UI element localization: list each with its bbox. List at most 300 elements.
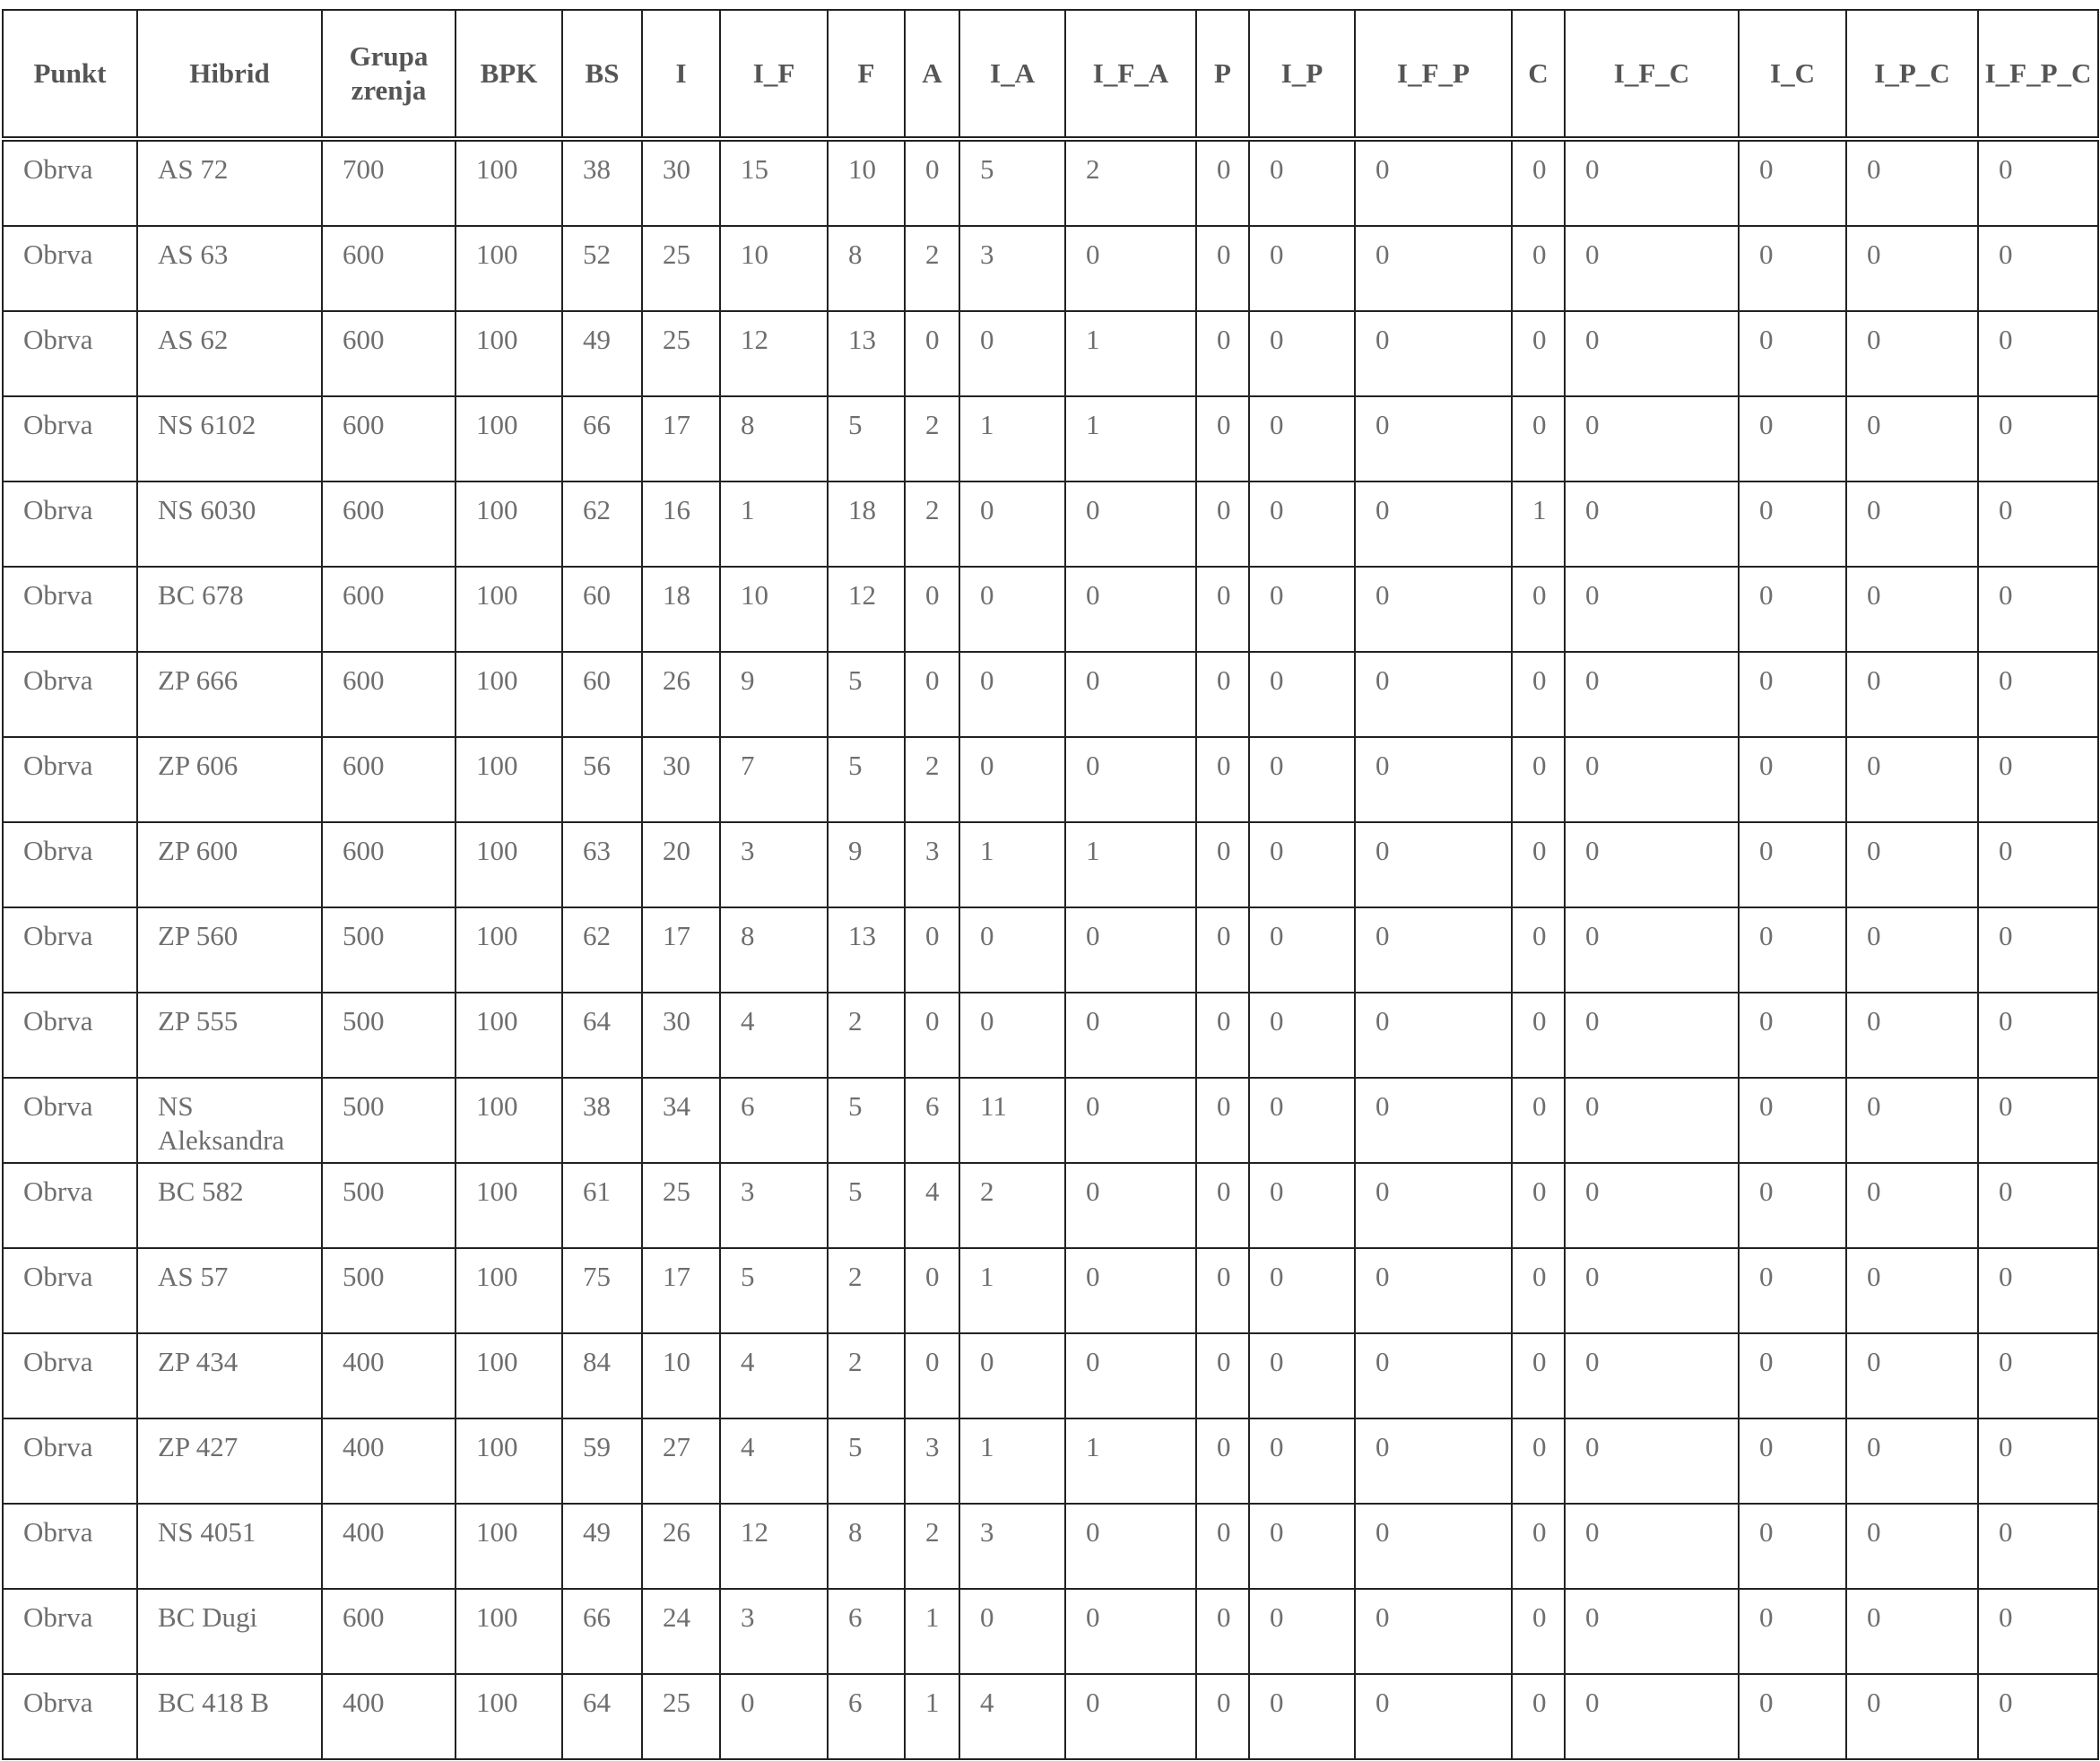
table-cell: 5 — [959, 139, 1065, 226]
table-cell: 0 — [1565, 1163, 1739, 1248]
table-cell: 0 — [1739, 1418, 1846, 1504]
table-cell: Obrva — [3, 396, 137, 481]
table-cell: 0 — [1978, 481, 2098, 567]
table-cell: AS 62 — [137, 311, 322, 396]
table-cell: 13 — [828, 311, 905, 396]
table-cell: 100 — [456, 1248, 562, 1333]
table-cell: 75 — [562, 1248, 642, 1333]
column-header: I_F — [720, 10, 828, 139]
table-cell: 0 — [1065, 226, 1196, 311]
column-header: I_F_P — [1355, 10, 1512, 139]
table-row — [3, 1333, 2098, 1418]
table-cell: 1 — [959, 396, 1065, 481]
table-cell: 0 — [1355, 567, 1512, 652]
table-cell: 0 — [1196, 822, 1249, 907]
table-cell: 0 — [1978, 1333, 2098, 1418]
table-cell: 0 — [1355, 396, 1512, 481]
table-cell: 7 — [720, 737, 828, 822]
column-header: I_C — [1739, 10, 1846, 139]
table-cell: 100 — [456, 396, 562, 481]
table-cell: 0 — [1565, 1333, 1739, 1418]
table-cell: 0 — [1565, 1674, 1739, 1759]
table-cell: 0 — [1512, 652, 1565, 737]
table-cell: 0 — [1249, 311, 1355, 396]
table-cell: 8 — [828, 1504, 905, 1589]
table-cell: 2 — [828, 1333, 905, 1418]
table-cell: 3 — [720, 1589, 828, 1674]
table-cell: 2 — [959, 1163, 1065, 1248]
table-cell: 0 — [1739, 737, 1846, 822]
table-cell: 500 — [322, 993, 456, 1078]
table-cell: 0 — [1196, 993, 1249, 1078]
table-cell: 0 — [1739, 1248, 1846, 1333]
table-cell: 0 — [1739, 567, 1846, 652]
table-cell: 0 — [1512, 737, 1565, 822]
table-row — [3, 226, 2098, 311]
table-cell: 0 — [1846, 481, 1978, 567]
table-cell: 0 — [1846, 652, 1978, 737]
table-cell: 0 — [1065, 907, 1196, 993]
table-cell: 0 — [1355, 737, 1512, 822]
column-header: I_P_C — [1846, 10, 1978, 139]
table-cell: 1 — [959, 1418, 1065, 1504]
table-cell: 0 — [1978, 567, 2098, 652]
table-cell: 0 — [1978, 226, 2098, 311]
table-cell: 100 — [456, 567, 562, 652]
table-cell: 0 — [1846, 226, 1978, 311]
table-cell: 0 — [959, 1589, 1065, 1674]
table-cell: 0 — [1846, 1248, 1978, 1333]
table-cell: 18 — [828, 481, 905, 567]
table-cell: 100 — [456, 1078, 562, 1163]
table-cell: 1 — [905, 1674, 959, 1759]
table-cell: 0 — [1355, 907, 1512, 993]
table-cell: 0 — [1196, 1418, 1249, 1504]
table-cell: Obrva — [3, 1674, 137, 1759]
table-cell: 0 — [1196, 737, 1249, 822]
table-cell: 0 — [1355, 1248, 1512, 1333]
table-cell: 0 — [1512, 1589, 1565, 1674]
table-cell: 8 — [720, 396, 828, 481]
table-cell: 0 — [1196, 1163, 1249, 1248]
table-cell: 0 — [905, 567, 959, 652]
table-cell: 0 — [1512, 1418, 1565, 1504]
table-cell: 10 — [720, 567, 828, 652]
table-cell: 0 — [1846, 907, 1978, 993]
table-cell: BC Dugi — [137, 1589, 322, 1674]
table-cell: 0 — [1512, 1078, 1565, 1163]
table-cell: Obrva — [3, 652, 137, 737]
table-cell: 0 — [1739, 481, 1846, 567]
table-cell: 24 — [642, 1589, 720, 1674]
table-cell: 100 — [456, 1504, 562, 1589]
table-cell: 0 — [1249, 396, 1355, 481]
table-cell: 100 — [456, 1674, 562, 1759]
table-cell: 0 — [1065, 1589, 1196, 1674]
table-cell: 0 — [1846, 1504, 1978, 1589]
table-cell: ZP 560 — [137, 907, 322, 993]
column-header: I_F_C — [1565, 10, 1739, 139]
table-cell: 100 — [456, 822, 562, 907]
table-cell: 0 — [1355, 1333, 1512, 1418]
table-cell: 25 — [642, 1674, 720, 1759]
table-cell: 0 — [959, 1333, 1065, 1418]
table-cell: 0 — [1565, 1589, 1739, 1674]
table-cell: AS 63 — [137, 226, 322, 311]
table-row — [3, 1078, 2098, 1163]
table-cell: 1 — [720, 481, 828, 567]
table-cell: Obrva — [3, 567, 137, 652]
table-cell: 6 — [828, 1674, 905, 1759]
table-cell: 15 — [720, 139, 828, 226]
table-cell: 0 — [1065, 1674, 1196, 1759]
table-cell: 0 — [905, 652, 959, 737]
table-row — [3, 1163, 2098, 1248]
table-cell: 0 — [1196, 481, 1249, 567]
table-cell: 500 — [322, 1078, 456, 1163]
table-cell: Obrva — [3, 907, 137, 993]
table-cell: 0 — [1249, 226, 1355, 311]
table-cell: Obrva — [3, 226, 137, 311]
table-cell: 6 — [828, 1589, 905, 1674]
table-cell: 0 — [1846, 993, 1978, 1078]
table-cell: Obrva — [3, 1333, 137, 1418]
table-cell: AS 72 — [137, 139, 322, 226]
table-cell: 56 — [562, 737, 642, 822]
data-table — [2, 9, 2099, 1760]
table-cell: 49 — [562, 1504, 642, 1589]
table-cell: 0 — [1739, 822, 1846, 907]
table-cell: 0 — [1978, 737, 2098, 822]
table-cell: 20 — [642, 822, 720, 907]
table-cell: 0 — [1978, 993, 2098, 1078]
table-cell: 0 — [1355, 1674, 1512, 1759]
column-header: Punkt — [3, 10, 137, 139]
table-cell: Obrva — [3, 737, 137, 822]
column-header: BPK — [456, 10, 562, 139]
table-cell: 0 — [959, 481, 1065, 567]
table-cell: 0 — [1978, 822, 2098, 907]
table-cell: 0 — [1249, 1163, 1355, 1248]
table-cell: 0 — [1249, 1078, 1355, 1163]
table-cell: 0 — [1846, 1589, 1978, 1674]
table-cell: 38 — [562, 1078, 642, 1163]
table-row — [3, 1418, 2098, 1504]
table-cell: 0 — [1355, 652, 1512, 737]
table-cell: 0 — [959, 311, 1065, 396]
table-cell: 0 — [1065, 652, 1196, 737]
table-cell: 9 — [720, 652, 828, 737]
table-cell: 30 — [642, 737, 720, 822]
table-cell: 1 — [1065, 396, 1196, 481]
table-cell: 500 — [322, 907, 456, 993]
table-cell: 0 — [1196, 311, 1249, 396]
table-cell: 0 — [1565, 1418, 1739, 1504]
table-cell: 2 — [828, 993, 905, 1078]
table-body — [3, 139, 2098, 1759]
table-cell: 0 — [1249, 737, 1355, 822]
table-cell: 60 — [562, 567, 642, 652]
table-cell: 0 — [1846, 1078, 1978, 1163]
table-cell: 0 — [1512, 1248, 1565, 1333]
table-row — [3, 652, 2098, 737]
table-cell: Obrva — [3, 1589, 137, 1674]
table-cell: 0 — [1739, 311, 1846, 396]
table-cell: 0 — [1565, 1078, 1739, 1163]
table-cell: 0 — [1846, 1674, 1978, 1759]
column-header: Grupa zrenja — [322, 10, 456, 139]
table-cell: 0 — [1065, 1504, 1196, 1589]
table-cell: 12 — [828, 567, 905, 652]
table-cell: 0 — [1565, 737, 1739, 822]
table-cell: 4 — [959, 1674, 1065, 1759]
table-cell: 2 — [1065, 139, 1196, 226]
table-cell: 0 — [1355, 311, 1512, 396]
table-cell: 4 — [905, 1163, 959, 1248]
table-row — [3, 1589, 2098, 1674]
table-cell: Obrva — [3, 1078, 137, 1163]
column-header: I_F_A — [1065, 10, 1196, 139]
table-cell: 0 — [1065, 1248, 1196, 1333]
table-cell: 2 — [905, 396, 959, 481]
table-cell: 0 — [905, 1333, 959, 1418]
table-cell: 5 — [828, 737, 905, 822]
table-cell: 0 — [959, 993, 1065, 1078]
table-cell: 10 — [720, 226, 828, 311]
table-cell: 600 — [322, 822, 456, 907]
table-cell: 0 — [1565, 1248, 1739, 1333]
table-cell: 0 — [905, 993, 959, 1078]
column-header: A — [905, 10, 959, 139]
table-cell: 0 — [1846, 1418, 1978, 1504]
table-cell: 0 — [959, 907, 1065, 993]
table-cell: 3 — [959, 1504, 1065, 1589]
table-cell: 1 — [1065, 1418, 1196, 1504]
table-cell: 5 — [828, 652, 905, 737]
table-cell: ZP 427 — [137, 1418, 322, 1504]
table-cell: 0 — [1512, 226, 1565, 311]
table-cell: 0 — [1196, 1248, 1249, 1333]
table-cell: 84 — [562, 1333, 642, 1418]
table-cell: NS 6030 — [137, 481, 322, 567]
table-cell: 100 — [456, 1418, 562, 1504]
table-cell: 0 — [1565, 226, 1739, 311]
table-cell: 34 — [642, 1078, 720, 1163]
table-cell: 0 — [1065, 567, 1196, 652]
table-cell: 26 — [642, 652, 720, 737]
table-row — [3, 737, 2098, 822]
table-cell: 0 — [1846, 737, 1978, 822]
table-cell: 25 — [642, 226, 720, 311]
table-cell: 500 — [322, 1163, 456, 1248]
table-row — [3, 481, 2098, 567]
table-cell: 0 — [1739, 396, 1846, 481]
table-cell: 59 — [562, 1418, 642, 1504]
table-cell: 100 — [456, 1333, 562, 1418]
column-header: I_A — [959, 10, 1065, 139]
table-cell: 0 — [1512, 993, 1565, 1078]
table-cell: 4 — [720, 1333, 828, 1418]
table-cell: 62 — [562, 907, 642, 993]
table-cell: ZP 666 — [137, 652, 322, 737]
table-cell: 0 — [1739, 652, 1846, 737]
table-cell: 0 — [1249, 1589, 1355, 1674]
table-cell: 0 — [1739, 1589, 1846, 1674]
table-cell: 0 — [1249, 139, 1355, 226]
table-cell: 0 — [1565, 311, 1739, 396]
table-cell: 0 — [1065, 1163, 1196, 1248]
column-header: C — [1512, 10, 1565, 139]
table-cell: 0 — [1739, 1504, 1846, 1589]
table-cell: 0 — [1846, 396, 1978, 481]
table-row — [3, 907, 2098, 993]
table-cell: BC 678 — [137, 567, 322, 652]
table-cell: 0 — [1249, 1333, 1355, 1418]
table-cell: 0 — [1739, 907, 1846, 993]
table-cell: 5 — [828, 1163, 905, 1248]
table-row — [3, 139, 2098, 226]
table-row — [3, 822, 2098, 907]
table-cell: 100 — [456, 993, 562, 1078]
table-cell: 49 — [562, 311, 642, 396]
table-cell: 17 — [642, 1248, 720, 1333]
table-cell: ZP 434 — [137, 1333, 322, 1418]
table-cell: 600 — [322, 311, 456, 396]
table-cell: 0 — [1249, 567, 1355, 652]
table-cell: 0 — [1978, 139, 2098, 226]
table-cell: 0 — [1196, 226, 1249, 311]
table-cell: 27 — [642, 1418, 720, 1504]
table-cell: 0 — [1065, 481, 1196, 567]
table-cell: 0 — [1978, 1504, 2098, 1589]
table-cell: 0 — [1065, 1078, 1196, 1163]
table-cell: 0 — [1846, 822, 1978, 907]
table-cell: Obrva — [3, 1163, 137, 1248]
column-header: Hibrid — [137, 10, 322, 139]
table-cell: 0 — [1249, 822, 1355, 907]
table-cell: 16 — [642, 481, 720, 567]
table-cell: 0 — [1355, 226, 1512, 311]
table-cell: 11 — [959, 1078, 1065, 1163]
table-cell: 2 — [905, 737, 959, 822]
table-cell: 1 — [905, 1589, 959, 1674]
table-cell: 3 — [959, 226, 1065, 311]
table-cell: 2 — [905, 226, 959, 311]
table-cell: AS 57 — [137, 1248, 322, 1333]
table-cell: 13 — [828, 907, 905, 993]
table-cell: 8 — [720, 907, 828, 993]
table-cell: 0 — [1196, 567, 1249, 652]
table-cell: 1 — [1512, 481, 1565, 567]
table-cell: 30 — [642, 139, 720, 226]
table-cell: 0 — [1512, 139, 1565, 226]
table-cell: 3 — [720, 822, 828, 907]
table-cell: 64 — [562, 1674, 642, 1759]
column-header: F — [828, 10, 905, 139]
table-cell: 0 — [1355, 1589, 1512, 1674]
table-cell: 1 — [1065, 822, 1196, 907]
table-cell: 600 — [322, 226, 456, 311]
table-cell: 400 — [322, 1674, 456, 1759]
table-cell: 10 — [828, 139, 905, 226]
table-cell: 0 — [1196, 652, 1249, 737]
table-cell: 3 — [720, 1163, 828, 1248]
table-cell: 6 — [905, 1078, 959, 1163]
table-cell: 61 — [562, 1163, 642, 1248]
table-cell: 8 — [828, 226, 905, 311]
table-cell: 0 — [1565, 481, 1739, 567]
table-cell: 0 — [1249, 907, 1355, 993]
table-cell: Obrva — [3, 481, 137, 567]
table-cell: 0 — [1978, 1163, 2098, 1248]
table-cell: 25 — [642, 1163, 720, 1248]
table-cell: 2 — [905, 1504, 959, 1589]
table-cell: 0 — [1978, 1418, 2098, 1504]
table-cell: 60 — [562, 652, 642, 737]
table-cell: Obrva — [3, 1248, 137, 1333]
table-cell: 0 — [1739, 139, 1846, 226]
table-cell: 400 — [322, 1504, 456, 1589]
table-cell: 17 — [642, 396, 720, 481]
table-cell: 0 — [1249, 1418, 1355, 1504]
table-cell: 0 — [1355, 1418, 1512, 1504]
table-cell: 0 — [1249, 1504, 1355, 1589]
table-cell: 600 — [322, 652, 456, 737]
table-cell: 1 — [959, 1248, 1065, 1333]
table-cell: 0 — [1846, 567, 1978, 652]
table-cell: 0 — [1846, 311, 1978, 396]
table-cell: 3 — [905, 1418, 959, 1504]
table-cell: 0 — [1196, 1674, 1249, 1759]
table-cell: 100 — [456, 652, 562, 737]
table-cell: 0 — [1978, 1674, 2098, 1759]
table-cell: Obrva — [3, 993, 137, 1078]
table-cell: 0 — [1565, 993, 1739, 1078]
table-cell: 62 — [562, 481, 642, 567]
table-cell: 0 — [1739, 1163, 1846, 1248]
table-cell: 0 — [1065, 737, 1196, 822]
column-header: I — [642, 10, 720, 139]
table-cell: 3 — [905, 822, 959, 907]
table-cell: 66 — [562, 396, 642, 481]
table-cell: 0 — [1739, 1078, 1846, 1163]
table-cell: 0 — [1512, 567, 1565, 652]
table-cell: 4 — [720, 993, 828, 1078]
table-cell: 0 — [1565, 396, 1739, 481]
table-cell: BC 418 B — [137, 1674, 322, 1759]
table-cell: 0 — [1512, 1163, 1565, 1248]
table-cell: 0 — [1355, 822, 1512, 907]
table-cell: NS 4051 — [137, 1504, 322, 1589]
table-cell: 0 — [905, 907, 959, 993]
table-cell: 0 — [1739, 993, 1846, 1078]
table-cell: 0 — [1565, 567, 1739, 652]
table-cell: ZP 555 — [137, 993, 322, 1078]
table-cell: 0 — [1512, 1674, 1565, 1759]
table-cell: 0 — [1978, 396, 2098, 481]
table-cell: 0 — [1249, 1248, 1355, 1333]
table-row — [3, 311, 2098, 396]
table-cell: 0 — [1196, 907, 1249, 993]
table-cell: 0 — [1249, 481, 1355, 567]
table-cell: 0 — [1196, 1589, 1249, 1674]
table-cell: 0 — [1739, 1333, 1846, 1418]
table-cell: 100 — [456, 311, 562, 396]
table-cell: 6 — [720, 1078, 828, 1163]
table-header-row — [3, 10, 2098, 139]
table-cell: 0 — [1355, 993, 1512, 1078]
table-cell: 100 — [456, 226, 562, 311]
